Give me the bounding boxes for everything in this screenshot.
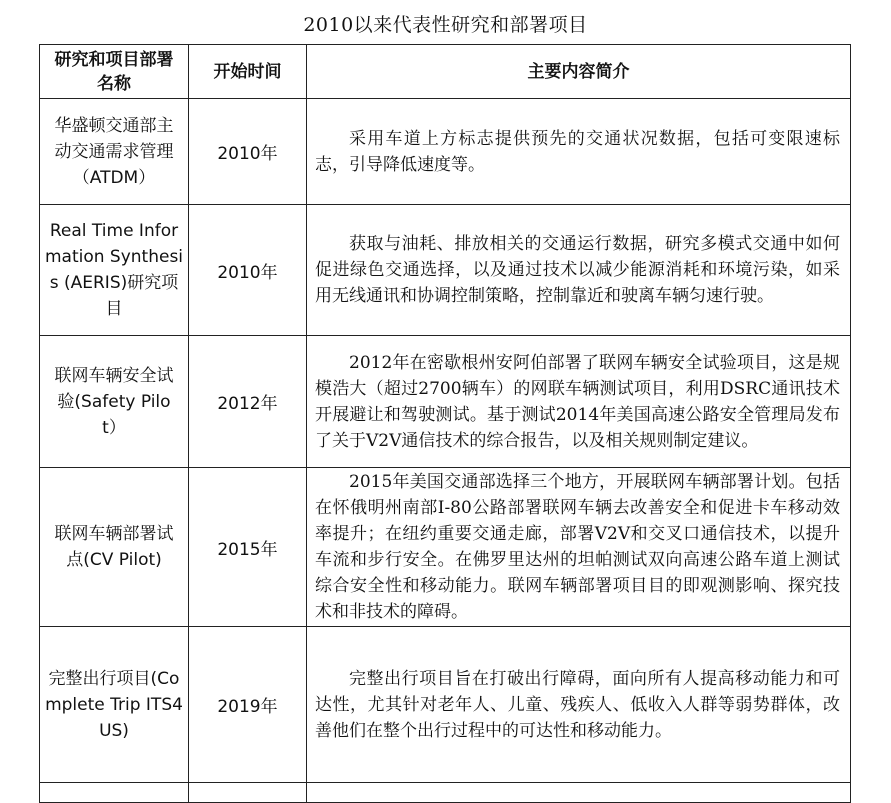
project-desc: 获取与油耗、排放相关的交通运行数据，研究多模式交通中如何促进绿色交通选择，以及通过技术以减少能源消耗和环境污染，如采用无线通讯和协调控制策略，控制靠近和驶离车辆匀速行驶。 — [307, 205, 851, 336]
project-name: Real Time Information Synthesis (AERIS)研究项目 — [40, 205, 189, 336]
project-year: 2010年 — [189, 99, 307, 205]
project-desc: 采用车道上方标志提供预先的交通状况数据，包括可变限速标志，引导降低速度等。 — [307, 99, 851, 205]
project-name: 完整出行项目(Complete Trip ITS4US) — [40, 627, 189, 783]
project-year: 2019年 — [189, 627, 307, 783]
header-name: 研究和项目部署名称 — [40, 45, 189, 99]
header-year: 开始时间 — [189, 45, 307, 99]
project-name: 联网车辆安全试验(Safety Pilot） — [40, 336, 189, 468]
table-row-partial — [40, 783, 851, 803]
project-year: 2012年 — [189, 336, 307, 468]
projects-table — [39, 44, 851, 803]
project-name: 联网车辆部署试点(CV Pilot) — [40, 468, 189, 627]
table-row — [40, 468, 851, 627]
table-title: 2010以来代表性研究和部署项目 — [303, 14, 588, 36]
project-year: 2015年 — [189, 468, 307, 627]
table-row — [40, 205, 851, 336]
project-year: 2010年 — [189, 205, 307, 336]
table-row — [40, 336, 851, 468]
empty-cell — [189, 783, 307, 803]
table-row — [40, 627, 851, 783]
empty-cell — [307, 783, 851, 803]
header-row — [40, 45, 851, 99]
project-name: 华盛顿交通部主动交通需求管理（ATDM） — [40, 99, 189, 205]
empty-cell — [40, 783, 189, 803]
project-desc: 2012年在密歇根州安阿伯部署了联网车辆安全试验项目，这是规模浩大（超过2700辆车）的网联车辆测试项目，利用DSRC通讯技术开展避让和驾驶测试。基于测试2014年美国高速公路安全管理局发布了关于V2V通信技术的综合报告，以及相关规则制定建议。 — [307, 336, 851, 468]
project-desc: 2015年美国交通部选择三个地方，开展联网车辆部署计划。包括在怀俄明州南部I-80公路部署联网车辆去改善安全和促进卡车移动效率提升；在纽约重要交通走廊，部署V2V和交叉口通信技术，以提升车流和步行安全。在佛罗里达州的坦帕测试双向高速公路车道上测试综合安全性和移动能力。联网车辆部署项目目的即观测影响、探究技术和非技术的障碍。 — [307, 468, 851, 627]
project-desc: 完整出行项目旨在打破出行障碍，面向所有人提高移动能力和可达性，尤其针对老年人、儿童、残疾人、低收入人群等弱势群体，改善他们在整个出行过程中的可达性和移动能力。 — [307, 627, 851, 783]
header-desc: 主要内容简介 — [307, 45, 851, 99]
table-row — [40, 99, 851, 205]
